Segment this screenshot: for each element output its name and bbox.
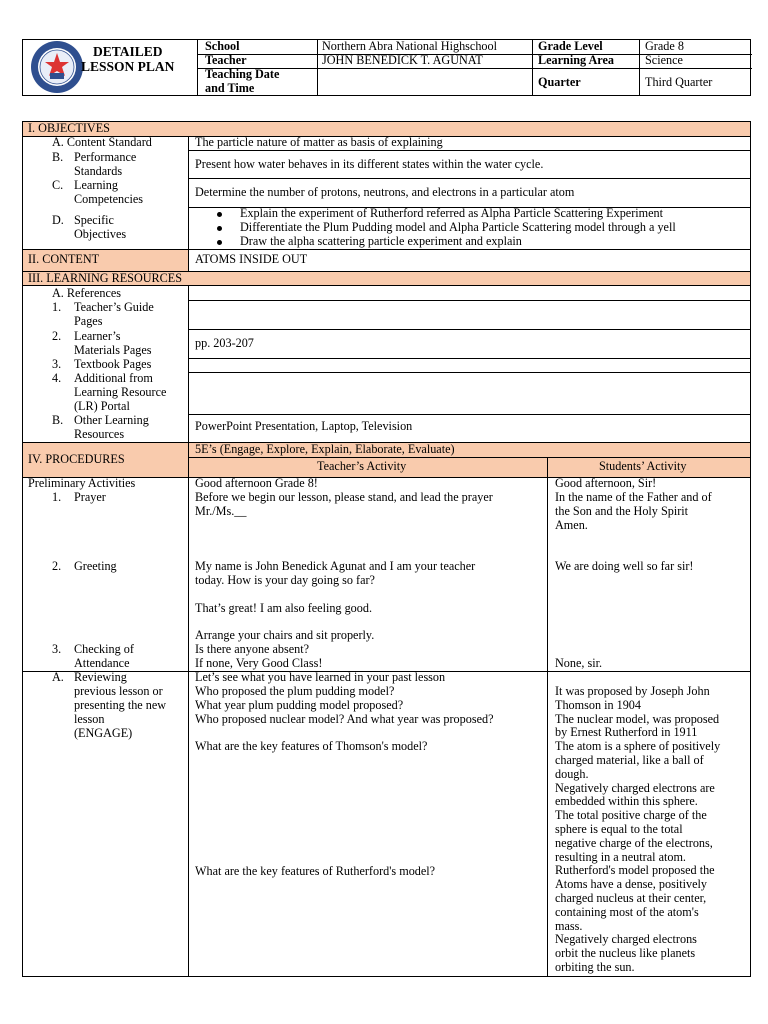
student-answer-line: containing most of the atom's [555,904,699,919]
students-activity-header: Students’ Activity [599,459,687,473]
teacher-chairs: Arrange your chairs and sit properly. [195,628,375,642]
student-answer-line: negative charge of the electrons, [555,835,713,850]
performance-value: Present how water behaves in its different states within the water cycle. [195,157,544,171]
student-answer-line: resulting in a neutral atom. [555,849,686,864]
school-label: School [205,39,240,53]
student-answer-line: charged nucleus at their center, [555,891,707,905]
procedures-heading: IV. PROCEDURES [28,452,125,466]
student-prayer-1: In the name of the Father and of [555,490,712,504]
student-greet: Good afternoon, Sir! [555,476,657,490]
specific-label-2: Objectives [74,227,127,241]
school-value: Northern Abra National Highschool [322,39,497,53]
bullet-icon [217,226,222,231]
lm-num: 2. [52,329,62,343]
specific-objective-1: Explain the experiment of Rutherford referred as Alpha Particle Scattering Experiment [240,206,664,220]
student-answer-line: Thomson in 1904 [555,697,641,712]
review-letter: A. [52,670,64,684]
textbook-num: 3. [52,357,62,371]
competencies-label-2: Competencies [74,192,144,206]
lr-num: 4. [52,371,62,385]
student-answer-line: embedded within this sphere. [555,794,698,809]
tg-label-1: Teacher’s Guide [74,300,154,314]
student-answer-line: orbiting the sun. [555,960,635,974]
resources-heading: III. LEARNING RESOURCES [28,271,183,285]
bullet-icon [217,240,222,245]
student-prayer-3: Amen. [555,518,588,532]
prayer-label: Prayer [74,490,106,504]
teacher-prayer-1: Before we begin our lesson, please stand, and lead the prayer [195,490,493,504]
grade-value: Grade 8 [645,39,684,53]
tg-label-2: Pages [74,314,103,328]
tg-num: 1. [52,300,62,314]
content-heading: II. CONTENT [28,252,100,266]
performance-label-1: Performance [74,150,137,164]
specific-letter: D. [52,213,64,227]
student-answer-line: sphere is equal to the total [555,822,683,836]
teacher-question-4: Who proposed nuclear model? And what year was proposed? [195,712,494,726]
other-value: PowerPoint Presentation, Laptop, Television [195,419,413,433]
attendance-num: 3. [52,642,62,656]
specific-objective-3: Draw the alpha scattering particle experiment and explain [240,234,522,248]
student-answer-line: Negatively charged electrons [555,932,697,947]
lr-label-1: Additional from [74,371,153,385]
performance-label-2: Standards [74,164,123,178]
grade-label: Grade Level [538,39,603,53]
objectives-heading: I. OBJECTIVES [28,121,110,135]
lr-label-3: (LR) Portal [74,399,130,413]
teacher-value: JOHN BENEDICK T. AGUNAT [322,53,483,67]
other-letter: B. [52,413,64,427]
content-standard-value: The particle nature of matter as basis of explaining [195,135,443,149]
teacher-prayer-2: Mr./Ms.__ [195,504,247,518]
student-answer-line: charged material, like a ball of [555,753,704,767]
competencies-letter: C. [52,178,64,192]
greeting-num: 2. [52,559,62,573]
student-answer-line: orbit the nucleus like planets [555,946,696,961]
student-answer-line: The nuclear model, was proposed [555,711,720,726]
references-label: A. References [52,286,122,300]
student-prayer-2: the Son and the Holy Spirit [555,504,689,518]
lm-label-2: Materials Pages [74,343,152,357]
lm-label-1: Learner’s [74,329,121,343]
student-answer-line: The total positive charge of the [555,808,707,823]
teacher-question-6: What are the key features of Rutherford's model? [195,864,436,878]
teacher-intro-2: today. How is your day going so far? [195,573,375,587]
student-answer-line: The atom is a sphere of positively [555,739,721,754]
student-answer-line: by Ernest Rutherford in 1911 [555,725,698,740]
performance-letter: B. [52,150,64,164]
review-label-1: Reviewing [74,670,127,684]
specific-label-1: Specific [74,213,114,227]
date-label-2: and Time [205,81,255,95]
textbook-label: Textbook Pages [74,357,152,371]
procedures-method: 5E’s (Engage, Explore, Explain, Elaborate, Evaluate) [195,442,455,456]
lr-label-2: Learning Resource [74,385,167,399]
teacher-label: Teacher [205,53,247,67]
review-label-4: lesson [74,712,105,726]
greeting-label: Greeting [74,559,117,573]
student-answer-line: It was proposed by Joseph John [555,684,710,698]
teacher-greet: Good afternoon Grade 8! [195,476,318,490]
review-label-5: (ENGAGE) [74,726,133,740]
student-answer-line: Atoms have a dense, positively [555,877,707,892]
area-value: Science [645,53,683,67]
teacher-question-5: What are the key features of Thomson's model? [195,739,428,753]
teacher-none: If none, Very Good Class! [195,656,323,670]
teacher-question-1: Let’s see what you have learned in your past lesson [195,670,446,684]
bullet-icon [217,212,222,217]
teacher-intro-1: My name is John Benedick Agunat and I am your teacher [195,559,476,573]
date-label-1: Teaching Date [205,67,280,81]
student-intro: We are doing well so far sir! [555,559,694,573]
student-answer-line: Rutherford's model proposed the [555,863,715,878]
area-label: Learning Area [538,53,614,67]
attendance-label-2: Attendance [74,656,130,670]
teacher-absent: Is there anyone absent? [195,642,310,656]
review-label-2: previous lesson or [74,684,163,698]
doc-title-line1: DETAILED [93,44,163,59]
other-label-2: Resources [74,427,125,441]
student-answer-line: dough. [555,766,589,781]
review-label-3: presenting the new [74,698,167,712]
doc-title-line2: LESSON PLAN [81,59,175,74]
prayer-num: 1. [52,490,62,504]
student-answer-line: mass. [555,918,583,933]
content-standard-label: A. Content Standard [52,135,152,149]
teacher-activity-header: Teacher’s Activity [317,459,407,473]
teacher-great: That’s great! I am also feeling good. [195,601,372,615]
quarter-label: Quarter [538,75,581,89]
teacher-question-2: Who proposed the plum pudding model? [195,684,395,698]
student-none: None, sir. [555,656,603,670]
competencies-label-1: Learning [74,178,118,192]
deped-seal-icon [30,40,84,94]
teacher-question-3: What year plum pudding model proposed? [195,698,404,712]
specific-objective-2: Differentiate the Plum Pudding model and Alpha Particle Scattering model through a yell [240,220,676,234]
competencies-value: Determine the number of protons, neutrons, and electrons in a particular atom [195,185,575,199]
attendance-label-1: Checking of [74,642,134,656]
quarter-value: Third Quarter [645,75,713,89]
lm-value: pp. 203-207 [195,336,254,350]
content-value: ATOMS INSIDE OUT [195,252,308,266]
other-label-1: Other Learning [74,413,149,427]
student-answer-line: Negatively charged electrons are [555,780,715,795]
prelim-label: Preliminary Activities [28,476,136,490]
